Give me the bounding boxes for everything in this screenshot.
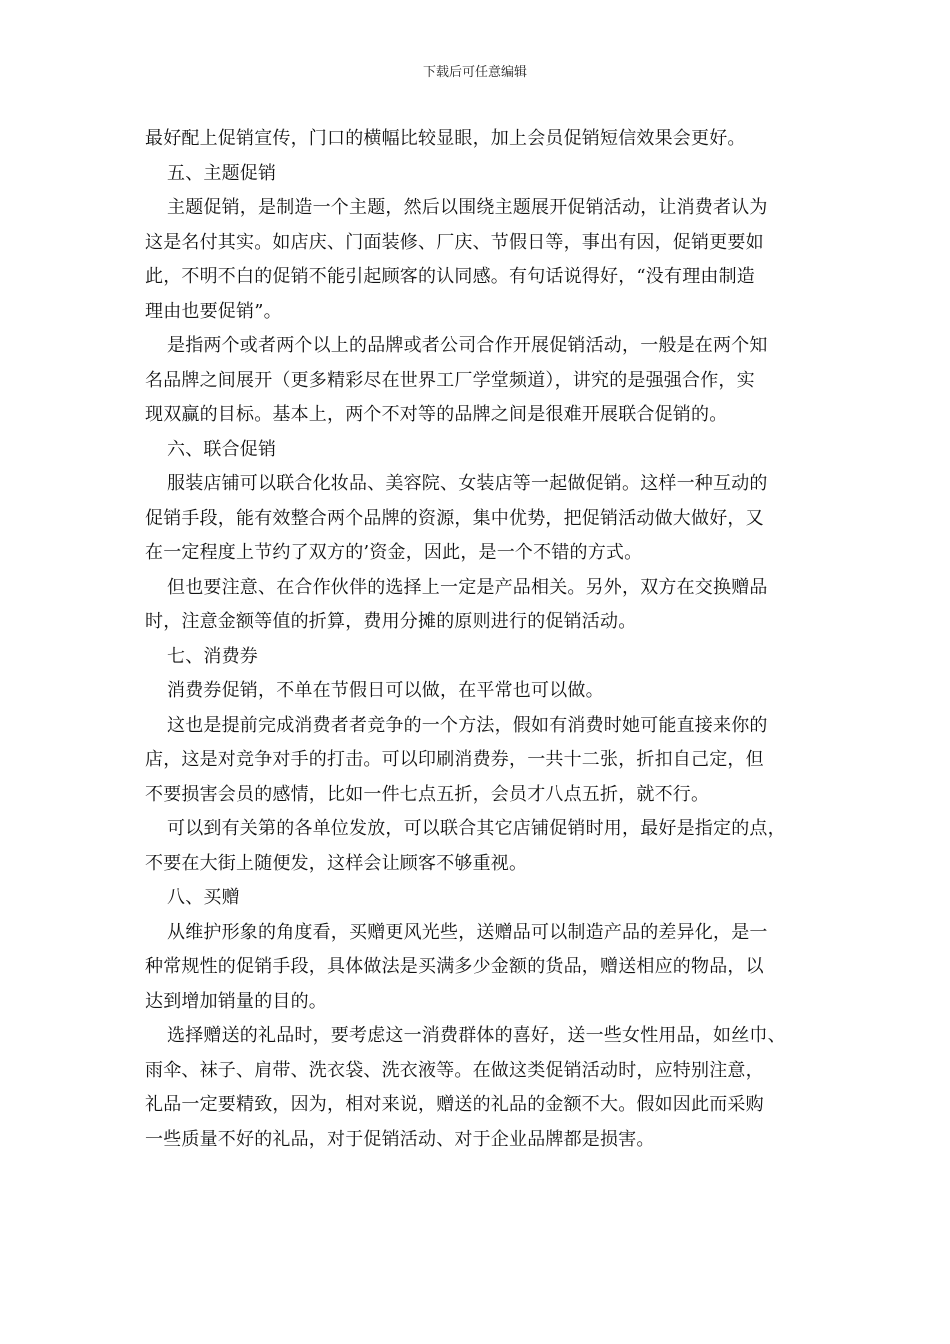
text-line: 在一定程度上节约了双方的’资金，因此，是一个不错的方式。	[145, 542, 643, 563]
text-line: 是指两个或者两个以上的品牌或者公司合作开展促销活动，一般是在两个知	[167, 335, 768, 356]
text-line: 不要在大街上随便发，这样会让顾客不够重视。	[145, 852, 528, 874]
text-line: 礼品一定要精致，因为，相对来说，赠送的礼品的金额不大。假如因此而采购	[145, 1094, 764, 1115]
text-line: 六、联合促销	[167, 438, 277, 460]
text-line: 这也是提前完成消费者者竞争的一个方法，假如有消费时她可能直接来你的	[167, 714, 768, 736]
text-line: 从维护形象的角度看，买赠更风光些，送赠品可以制造产品的差异化，是一	[167, 921, 768, 943]
text-line: 最好配上促销宣传，门口的横幅比较显眼，加上会员促销短信效果会更好。	[145, 128, 746, 149]
text-line: 但也要注意、在合作伙伴的选择上一定是产品相关。另外，双方在交换赠品	[167, 576, 768, 598]
text-line: 选择赠送的礼品时，要考虑这一消费群体的喜好，送一些女性用品，如丝巾、	[167, 1025, 786, 1046]
text-line: 促销手段，能有效整合两个品牌的资源，集中优势，把促销活动做大做好，又	[145, 507, 764, 529]
text-line: 服装店铺可以联合化妆品、美容院、女装店等一起做促销。这样一种互动的	[167, 473, 768, 494]
text-line: 七、消费券	[167, 645, 258, 667]
text-line: 此，不明不白的促销不能引起顾客的认同感。有句话说得好，“没有理由制造	[145, 266, 755, 287]
page-header: 下载后可任意编辑	[422, 65, 527, 80]
text-line: 现双赢的目标。基本上，两个不对等的品牌之间是很难开展联合促销的。	[145, 404, 728, 425]
text-line: 名品牌之间展开（更多精彩尽在世界工厂学堂频道），讲究的是强强合作，实	[145, 369, 755, 391]
text-line: 可以到有关第的各单位发放，可以联合其它店铺促销时用，最好是指定的点，	[167, 818, 786, 839]
text-line: 达到增加销量的目的。	[145, 990, 327, 1012]
text-line: 一些质量不好的礼品，对于促销活动、对于企业品牌都是损害。	[145, 1128, 655, 1150]
text-line: 种常规性的促销手段，具体做法是买满多少金额的货品，赠送相应的物品，以	[145, 956, 764, 977]
text-line: 消费券促销，不单在节假日可以做，在平常也可以做。	[167, 680, 604, 701]
text-line: 时，注意金额等值的折算，费用分摊的原则进行的促销活动。	[145, 611, 637, 632]
text-line: 八、买赠	[167, 887, 240, 908]
text-line: 店，这是对竞争对手的打击。可以印刷消费券，一共十二张，折扣自己定，但	[145, 749, 764, 770]
text-line: 主题促销，是制造一个主题，然后以围绕主题展开促销活动，让消费者认为	[167, 197, 768, 218]
document-body	[145, 122, 810, 1157]
text-line: 理由也要促销”。	[145, 300, 282, 322]
text-line: 不要损害会员的感情，比如一件七点五折，会员才八点五折，就不行。	[145, 783, 710, 805]
text-line: 五、主题促销	[167, 162, 277, 184]
text-line: 这是名付其实。如店庆、门面装修、厂庆、节假日等，事出有因，促销更要如	[145, 231, 764, 253]
text-line: 雨伞、袜子、肩带、洗衣袋、洗衣液等。在做这类促销活动时，应特别注意，	[145, 1059, 764, 1081]
